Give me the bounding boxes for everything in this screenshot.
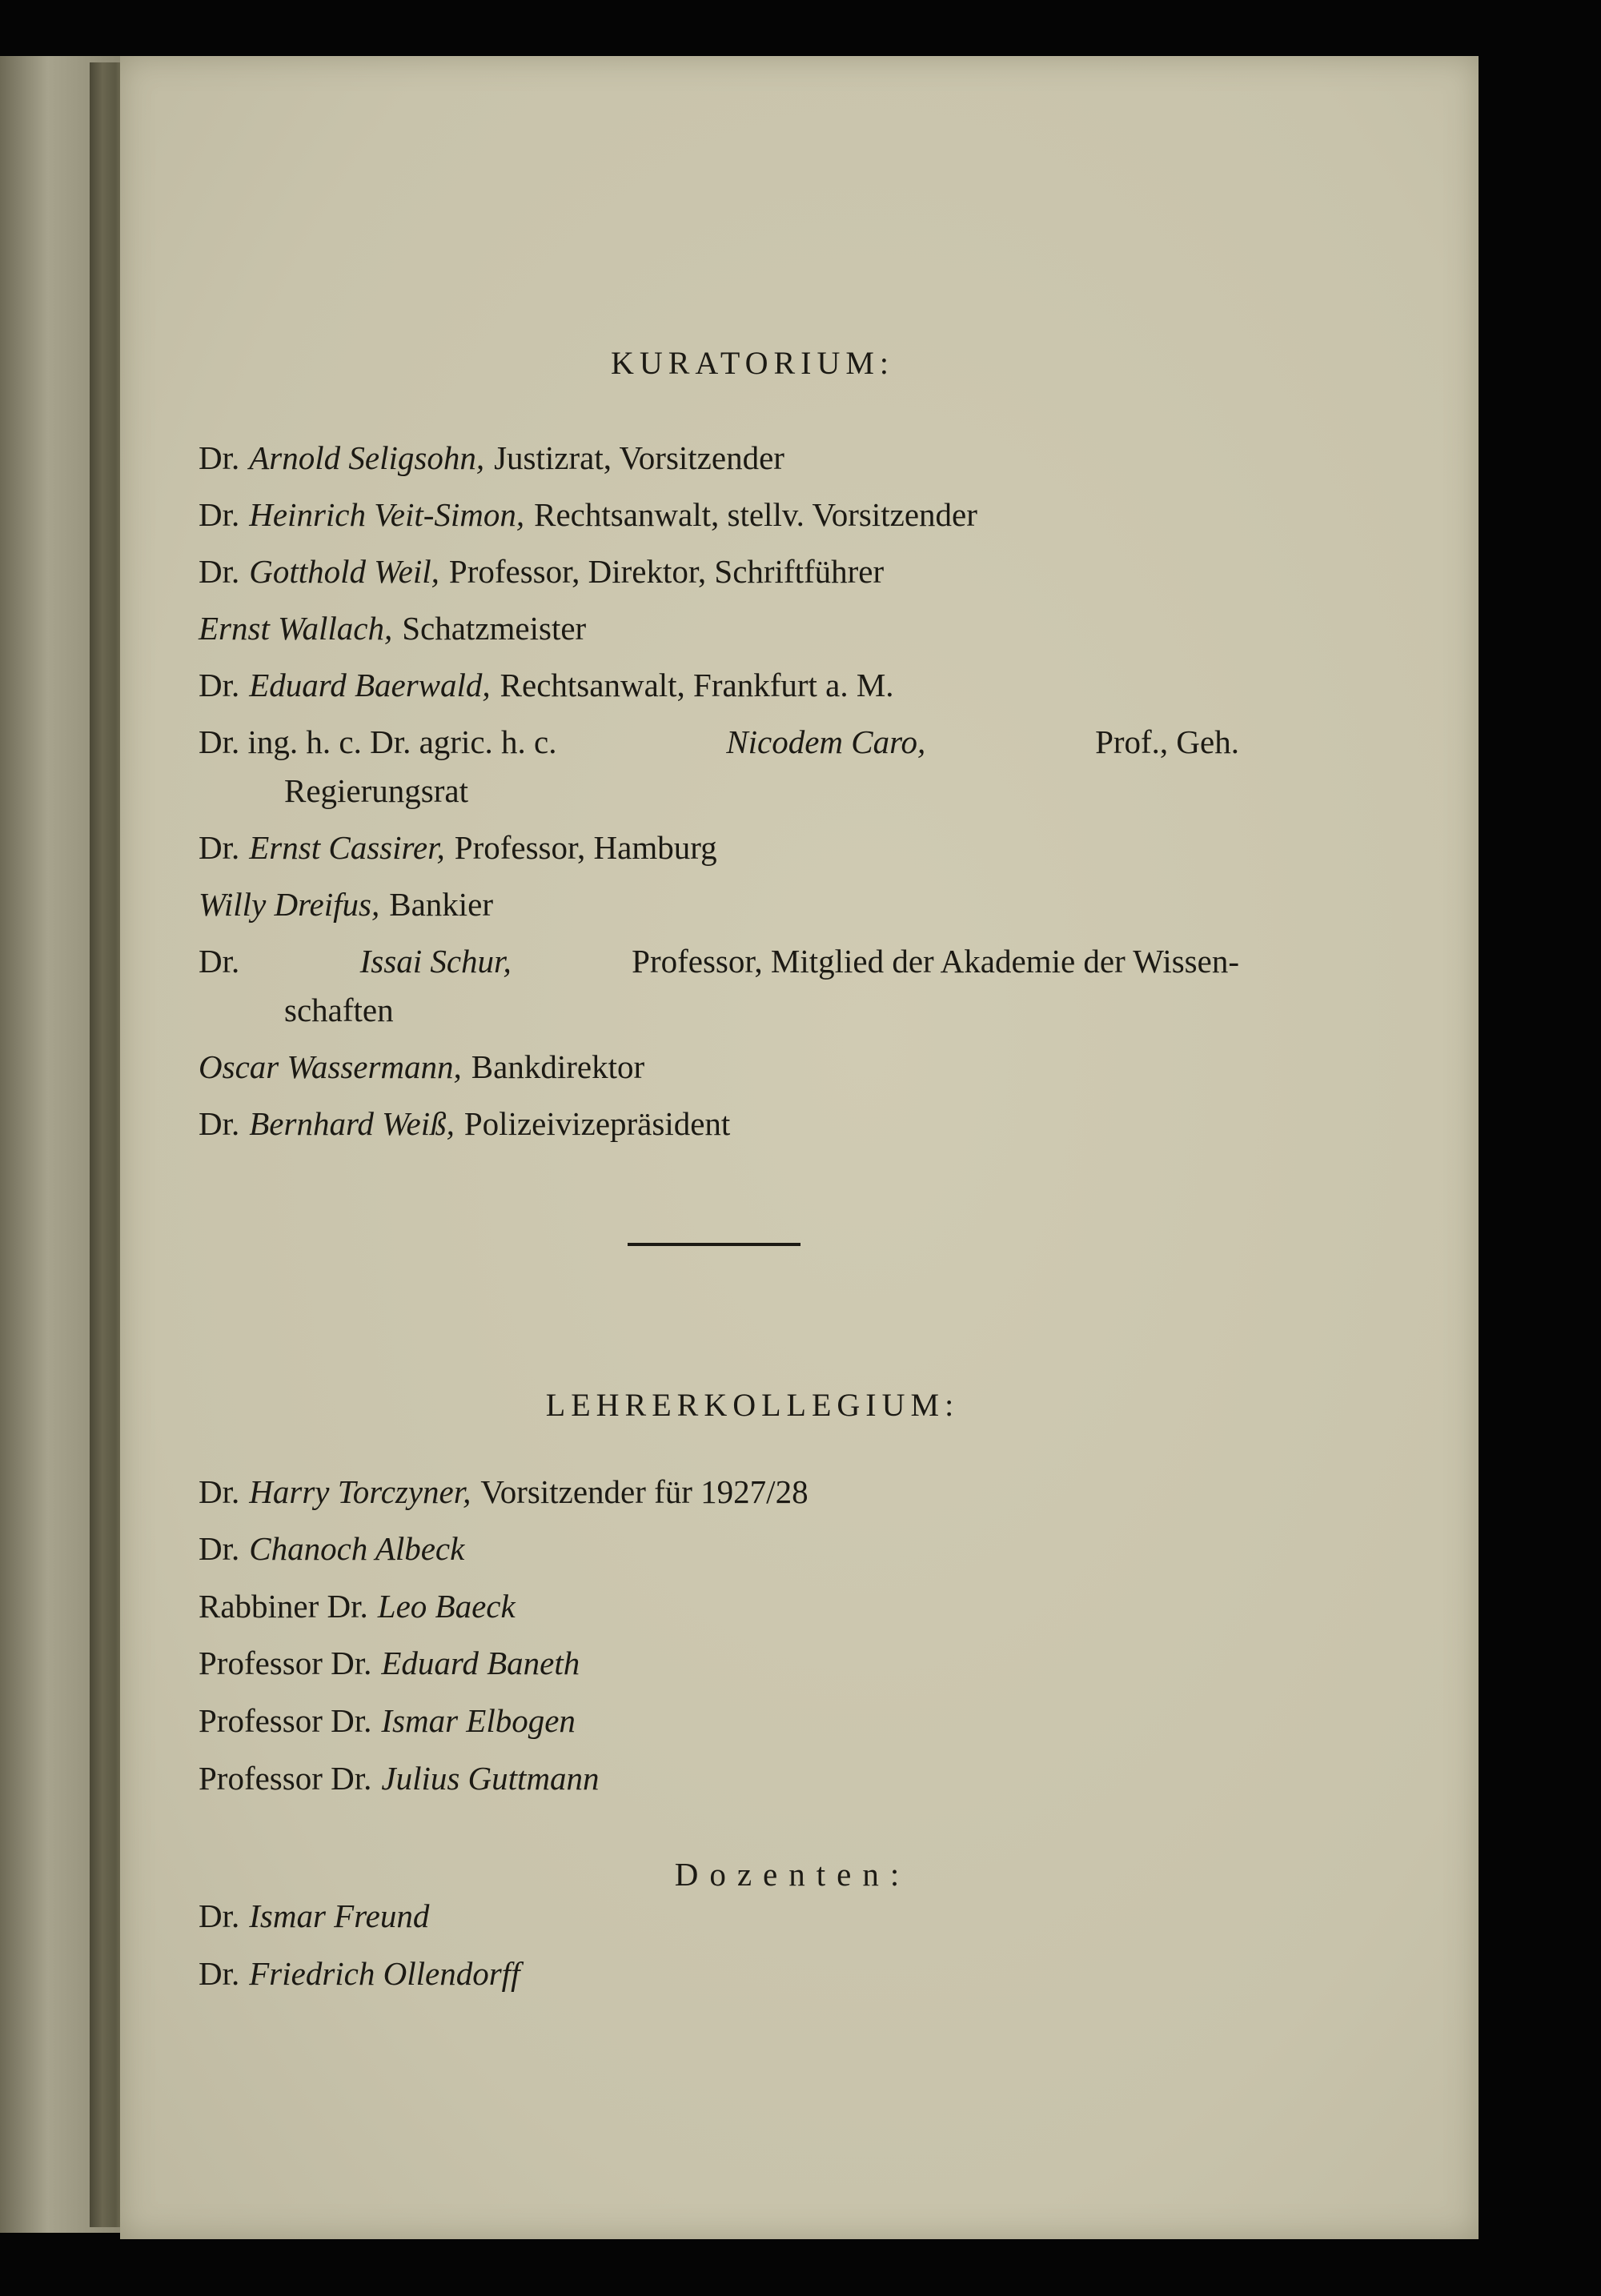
dozenten-heading: Dozenten: — [674, 1856, 911, 1893]
lehrer-entry: Rabbiner Dr. Leo Baeck — [199, 1588, 516, 1625]
lehrer-entry: Professor Dr. Ismar Elbogen — [199, 1702, 576, 1739]
kuratorium-entry: Willy Dreifus, Bankier — [199, 886, 494, 923]
kuratorium-entry: Ernst Wallach, Schatzmeister — [199, 610, 587, 647]
kuratorium-heading: KURATORIUM: — [610, 345, 895, 381]
kuratorium-entry-continuation: Regierungsrat — [284, 772, 468, 809]
page-content — [120, 56, 1479, 2239]
kuratorium-entry: Dr. Arnold Seligsohn, Justizrat, Vorsitzender — [199, 439, 784, 476]
dozent-entry: Dr. Ismar Freund — [199, 1897, 430, 1934]
kuratorium-entry: Dr. Ernst Cassirer, Professor, Hamburg — [199, 829, 717, 866]
lehrer-entry: Dr. Chanoch Albeck — [199, 1530, 465, 1567]
kuratorium-entry: Dr. Eduard Baerwald, Rechtsanwalt, Frankfurt a. M. — [199, 667, 894, 703]
lehrerkollegium-heading: LEHRERKOLLEGIUM: — [545, 1387, 960, 1423]
kuratorium-entry: Oscar Wassermann, Bankdirektor — [199, 1048, 645, 1085]
kuratorium-entry-continuation: schaften — [284, 992, 394, 1028]
lehrer-entry: Professor Dr. Julius Guttmann — [199, 1760, 600, 1797]
section-divider — [628, 1243, 800, 1246]
kuratorium-entry: Dr. Bernhard Weiß, Polizeivizepräsident — [199, 1105, 731, 1142]
kuratorium-entry: Dr. Issai Schur, Professor, Mitglied der Akademie der Wissen- — [199, 943, 1239, 980]
kuratorium-entry: Dr. Heinrich Veit-Simon, Rechtsanwalt, stellv. Vorsitzender — [199, 496, 977, 533]
dozent-entry: Dr. Friedrich Ollendorff — [199, 1955, 520, 1992]
kuratorium-entry: Dr. ing. h. c. Dr. agric. h. c. Nicodem Caro, Prof., Geh. — [199, 723, 1239, 760]
lehrer-entry: Dr. Harry Torczyner, Vorsitzender für 1927/28 — [199, 1473, 809, 1510]
lehrer-entry: Professor Dr. Eduard Baneth — [199, 1645, 580, 1681]
kuratorium-entry: Dr. Gotthold Weil, Professor, Direktor, Schriftführer — [199, 553, 885, 590]
document-page — [120, 56, 1479, 2239]
